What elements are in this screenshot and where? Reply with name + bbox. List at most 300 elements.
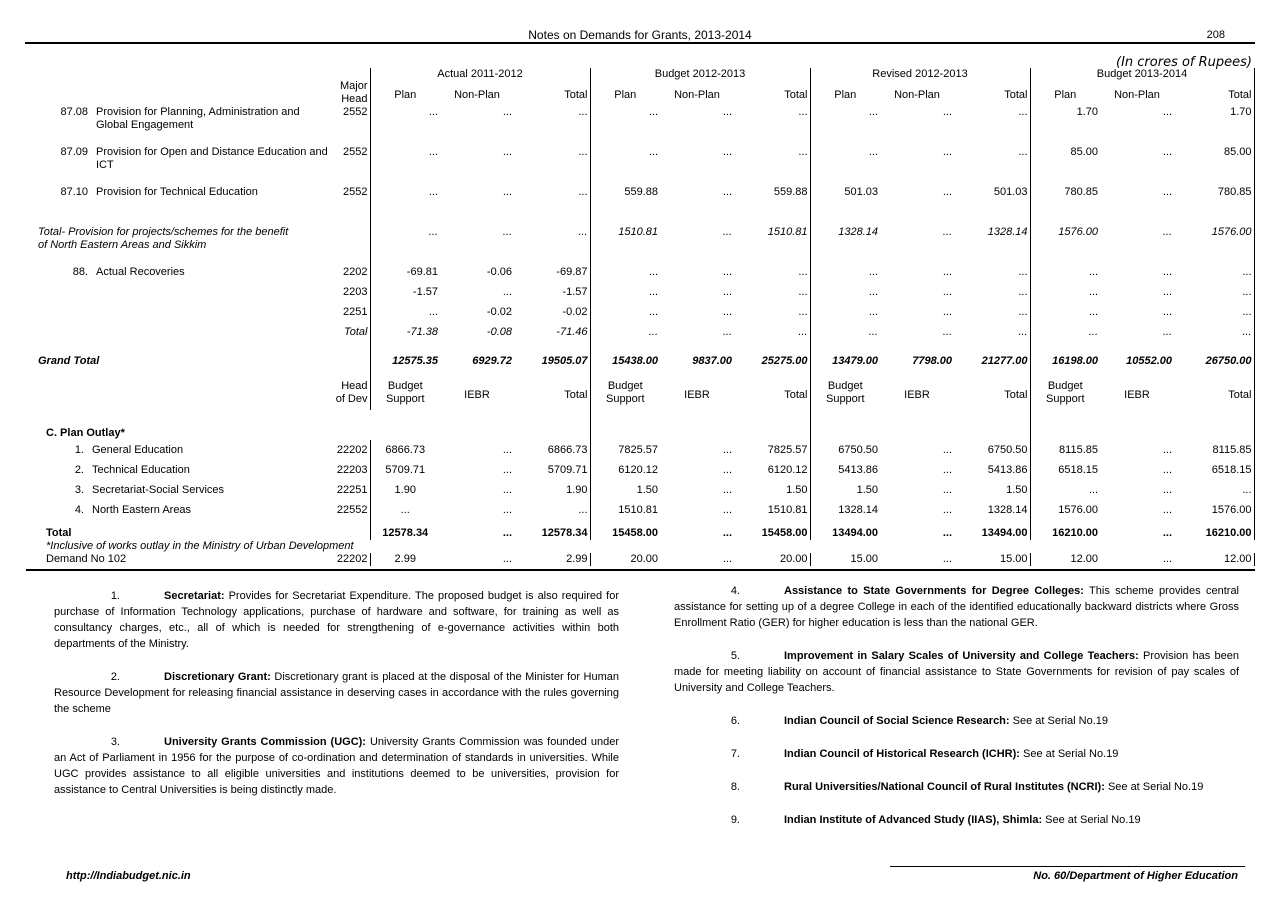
value-cell: 7825.57 <box>734 440 810 460</box>
row-number: 87.10 <box>60 186 88 198</box>
value-cell: ... <box>868 326 878 338</box>
footer-department: No. 60/Department of Higher Education <box>1033 870 1238 882</box>
blank-cell <box>90 380 330 410</box>
value-cell: ... <box>722 503 732 516</box>
section-row <box>36 410 1254 440</box>
table-row <box>36 286 1254 306</box>
note-paragraph <box>674 713 1239 729</box>
value-cell: ... <box>428 186 438 198</box>
row-label: General Education <box>92 443 184 456</box>
value-cell: ... <box>648 266 658 278</box>
value-cell: 10552.00 <box>1126 355 1172 367</box>
note-title: Indian Council of Social Science Research: <box>784 715 1010 727</box>
grand-total-row <box>36 346 1254 368</box>
head-of-dev-cell: 22202 <box>330 553 370 566</box>
period-header: Revised 2012-2013 <box>810 68 1030 89</box>
header-row-sub <box>36 89 1254 106</box>
value-cell: 2.99 <box>514 553 590 566</box>
column-header: Budget Support <box>1045 380 1085 405</box>
value-cell: ... <box>514 186 590 226</box>
row-label <box>90 306 330 326</box>
row-label <box>90 286 330 306</box>
value-cell: 85.00 <box>1070 146 1098 158</box>
column-header: Budget Support <box>605 380 645 405</box>
value-cell: ... <box>1162 146 1172 158</box>
blank-cell <box>36 68 90 89</box>
spacer-row <box>36 368 1254 380</box>
value-cell: 6120.12 <box>734 460 810 480</box>
note-text: See at Serial No.19 <box>1012 715 1109 727</box>
blank-cell <box>36 380 90 410</box>
blank-cell <box>810 368 880 380</box>
value-cell: 780.85 <box>1174 186 1254 226</box>
column-header: Non-Plan <box>454 88 500 101</box>
value-cell: 1328.14 <box>838 503 878 516</box>
value-cell: ... <box>502 553 512 565</box>
major-head-cell: 2552 <box>330 186 370 226</box>
value-cell: ... <box>942 106 952 118</box>
value-cell: 8115.85 <box>1059 443 1098 456</box>
value-cell: ... <box>1162 463 1172 476</box>
value-cell: 16198.00 <box>1052 355 1098 367</box>
value-cell: ... <box>734 306 810 326</box>
note-paragraph <box>674 583 1239 631</box>
major-head-cell: 2552 <box>330 106 370 146</box>
blank-cell <box>1030 410 1100 440</box>
value-cell: ... <box>722 186 732 198</box>
value-cell: ... <box>502 106 512 118</box>
value-cell: ... <box>502 443 512 456</box>
value-cell: ... <box>722 483 732 496</box>
value-cell: ... <box>942 463 952 476</box>
column-header: IEBR <box>464 388 490 401</box>
column-header: Total <box>514 380 590 410</box>
value-cell: 1.50 <box>856 483 878 496</box>
value-cell: ... <box>502 186 512 198</box>
value-cell: ... <box>648 286 658 298</box>
value-cell: 2.99 <box>394 553 416 565</box>
value-cell: ... <box>1174 266 1254 286</box>
value-cell: 1510.81 <box>734 500 810 520</box>
note-paragraph <box>674 779 1239 795</box>
demand-row <box>36 553 1254 566</box>
row-number <box>36 326 90 346</box>
value-cell: ... <box>1162 226 1172 238</box>
value-cell: ... <box>1088 266 1098 278</box>
period-header: Budget 2012-2013 <box>590 68 810 89</box>
value-cell: 6750.50 <box>838 443 878 456</box>
value-cell: ... <box>502 527 512 539</box>
blank-cell <box>734 410 810 440</box>
value-cell: ... <box>942 443 952 456</box>
table-bottom-rule <box>26 569 1255 571</box>
value-cell: 6866.73 <box>514 440 590 460</box>
column-header: Total <box>734 380 810 410</box>
column-header: Total <box>514 89 590 106</box>
value-cell: 1510.81 <box>734 226 810 266</box>
head-of-dev-cell: 22203 <box>330 460 370 480</box>
blank-cell <box>440 410 514 440</box>
row-number: 1. <box>74 443 84 456</box>
value-cell: 6518.15 <box>1058 463 1098 476</box>
value-cell: ... <box>954 266 1030 286</box>
note-text: Provides for Secretariat Expenditure. The proposed budget is also required for purchase of Information Technology applications, purchase of hardware and software, for training as well as consultancy charges, etc., all of which is needed for strengthening of e-governance activities within both departments of the Ministry. <box>54 590 619 650</box>
value-cell: 1.70 <box>1174 106 1254 146</box>
value-cell: ... <box>942 146 952 158</box>
value-cell: 9837.00 <box>692 355 732 367</box>
blank-cell <box>660 368 734 380</box>
value-cell: ... <box>1162 527 1172 539</box>
blank-cell <box>440 368 514 380</box>
note-title: Improvement in Salary Scales of University and College Teachers: <box>784 650 1139 662</box>
value-cell: ... <box>1162 503 1172 516</box>
blank-cell <box>660 410 734 440</box>
value-cell: ... <box>514 500 590 520</box>
major-head-cell: 2203 <box>330 286 370 306</box>
value-cell: 12578.34 <box>514 520 590 540</box>
value-cell: 15458.00 <box>612 527 658 539</box>
value-cell: ... <box>502 286 512 298</box>
value-cell: ... <box>954 286 1030 306</box>
blank-cell <box>370 368 440 380</box>
row-number: 2. <box>74 463 84 476</box>
table-row <box>36 460 1254 480</box>
column-header: Plan <box>394 88 417 101</box>
head-of-dev-cell: 22202 <box>330 440 370 460</box>
blank-cell <box>880 410 954 440</box>
footnote: *Inclusive of works outlay in the Ministry of Urban Development <box>46 540 354 552</box>
value-cell: ... <box>868 106 878 118</box>
note-text: See at Serial No.19 <box>1045 814 1141 826</box>
column-header: Plan <box>834 88 857 101</box>
value-cell: 7798.00 <box>912 355 952 367</box>
value-cell: 15.00 <box>954 553 1030 566</box>
value-cell: ... <box>722 443 732 456</box>
value-cell: ... <box>1162 286 1172 298</box>
note-text: This scheme provides central assistance for setting up of a degree College in each of the identified educationally backward districts where Gross Enrollment Ratio (GER) for higher education is less than the national GER. <box>674 585 1240 629</box>
footer-url[interactable]: http://Indiabudget.nic.in <box>66 870 191 882</box>
value-cell: 1.50 <box>636 483 658 496</box>
note-paragraph <box>674 812 1239 828</box>
note-text: See at Serial No.19 <box>1022 748 1119 760</box>
value-cell: ... <box>734 266 810 286</box>
value-cell: -71.38 <box>406 326 438 338</box>
header-row-plan <box>36 380 1254 410</box>
value-cell: 1576.00 <box>1174 226 1254 266</box>
note-title: Rural Universities/National Council of Rural Institutes (NCRI): <box>784 781 1105 793</box>
value-cell: ... <box>1162 186 1172 198</box>
major-head-cell <box>330 226 370 266</box>
table-row <box>36 226 1254 266</box>
value-cell: ... <box>502 483 512 496</box>
column-header: Total <box>954 89 1030 106</box>
value-cell: ... <box>502 463 512 476</box>
column-header: Non-Plan <box>1114 88 1160 101</box>
note-number: 6. <box>730 715 740 727</box>
note-title: Secretariat: <box>164 590 225 602</box>
row-label: Provision for Planning, Administration and Global Engagement <box>96 106 300 131</box>
note-text: See at Serial No.19 <box>1107 781 1204 793</box>
table-row <box>36 146 1254 186</box>
note-number: 1. <box>110 590 120 602</box>
value-cell: -0.02 <box>486 306 512 318</box>
value-cell: ... <box>942 266 952 278</box>
value-cell: ... <box>1162 553 1172 565</box>
value-cell: 6866.73 <box>385 443 426 456</box>
value-cell: 1.50 <box>954 480 1030 500</box>
value-cell: ... <box>1162 483 1172 496</box>
column-header: Non-Plan <box>674 88 720 101</box>
value-cell: ... <box>502 226 512 238</box>
value-cell: ... <box>868 266 878 278</box>
note-paragraph <box>674 648 1239 696</box>
value-cell: ... <box>400 503 410 516</box>
value-cell: ... <box>734 286 810 306</box>
value-cell: 501.03 <box>844 186 878 198</box>
value-cell: ... <box>502 146 512 158</box>
value-cell: ... <box>722 326 732 338</box>
value-cell: ... <box>514 146 590 186</box>
value-cell: 1328.14 <box>954 500 1030 520</box>
value-cell: 1576.00 <box>1058 226 1098 238</box>
value-cell: ... <box>514 106 590 146</box>
value-cell: ... <box>1162 443 1172 456</box>
value-cell: 6929.72 <box>472 355 512 367</box>
value-cell: ... <box>722 146 732 158</box>
value-cell: 20.00 <box>630 553 658 565</box>
row-number: 88. <box>72 266 88 278</box>
page-number: 208 <box>1206 29 1225 41</box>
blank-cell <box>36 89 90 106</box>
blank-cell <box>514 368 590 380</box>
value-cell: ... <box>428 306 438 318</box>
value-cell: ... <box>942 286 952 298</box>
note-number: 8. <box>730 781 740 793</box>
column-header: Total <box>1174 380 1254 410</box>
value-cell: 1.70 <box>1076 106 1098 118</box>
value-cell: ... <box>428 106 438 118</box>
value-cell: 5709.71 <box>514 460 590 480</box>
value-cell: -69.87 <box>514 266 590 286</box>
value-cell: ... <box>648 106 658 118</box>
value-cell: ... <box>868 146 878 158</box>
period-header: Actual 2011-2012 <box>370 68 590 89</box>
table-row <box>36 500 1254 520</box>
value-cell: 5709.71 <box>385 463 426 476</box>
value-cell: 16210.00 <box>1052 527 1098 539</box>
value-cell: 1.90 <box>514 480 590 500</box>
row-number: 87.09 <box>60 146 88 158</box>
note-number: 4. <box>730 585 740 597</box>
row-label: Technical Education <box>92 463 190 476</box>
table-row <box>36 306 1254 326</box>
table-row <box>36 266 1254 286</box>
budget-table <box>36 68 1255 566</box>
value-cell: ... <box>722 527 732 539</box>
value-cell: -0.08 <box>486 326 512 338</box>
value-cell: 6120.12 <box>618 463 658 476</box>
blank-cell <box>36 368 90 380</box>
value-cell: ... <box>1088 326 1098 338</box>
note-title: Indian Council of Historical Research (ICHR): <box>784 748 1020 760</box>
value-cell: 1576.00 <box>1174 500 1254 520</box>
row-number: 3. <box>74 483 84 496</box>
value-cell: ... <box>868 286 878 298</box>
value-cell: ... <box>734 106 810 146</box>
row-label: North Eastern Areas <box>92 503 192 516</box>
header-row-groups <box>36 68 1254 89</box>
row-label <box>90 326 330 346</box>
value-cell: 12578.34 <box>382 527 429 539</box>
major-head-header: Major Head <box>330 68 370 106</box>
value-cell: ... <box>1162 306 1172 318</box>
row-label: Secretariat-Social Services <box>92 483 225 496</box>
value-cell: 1.50 <box>734 480 810 500</box>
column-header: Plan <box>614 88 637 101</box>
blank-cell <box>1100 368 1174 380</box>
value-cell: ... <box>722 306 732 318</box>
value-cell: ... <box>722 106 732 118</box>
row-number: 4. <box>74 503 84 516</box>
value-cell: 25275.00 <box>734 346 810 368</box>
value-cell: 20.00 <box>734 553 810 566</box>
table-row <box>36 326 1254 346</box>
value-cell: ... <box>954 326 1030 346</box>
value-cell: 1576.00 <box>1058 503 1098 516</box>
value-cell: ... <box>942 326 952 338</box>
blank-cell <box>90 368 330 380</box>
value-cell: ... <box>868 306 878 318</box>
footnote-row <box>36 540 1254 553</box>
demand-label: Demand No 102 <box>46 553 127 565</box>
plan-total-row <box>36 520 1254 540</box>
value-cell: 1328.14 <box>838 226 878 238</box>
value-cell: ... <box>942 527 952 539</box>
note-text: Discretionary grant is placed at the disposal of the Minister for Human Resource Development for releasing financial assistance in deserving cases in accordance with the rules governing the scheme <box>54 671 619 715</box>
column-header: IEBR <box>1124 388 1150 401</box>
value-cell: 13494.00 <box>954 520 1030 540</box>
value-cell: ... <box>1174 480 1254 500</box>
note-paragraph <box>54 588 619 652</box>
table-row <box>36 106 1254 146</box>
value-cell: 501.03 <box>954 186 1030 226</box>
major-head-cell: Total <box>330 326 370 346</box>
value-cell: 6518.15 <box>1174 460 1254 480</box>
value-cell: 5413.86 <box>838 463 878 476</box>
value-cell: ... <box>1088 306 1098 318</box>
value-cell: 1510.81 <box>618 503 658 516</box>
value-cell: 1.90 <box>394 483 416 496</box>
column-header: Plan <box>1054 88 1077 101</box>
value-cell: ... <box>942 483 952 496</box>
value-cell: 12.00 <box>1070 553 1098 565</box>
value-cell: 8115.85 <box>1174 440 1254 460</box>
table-row <box>36 480 1254 500</box>
blank-cell <box>1030 368 1100 380</box>
row-label: Total- Provision for projects/schemes for the benefit of North Eastern Areas and Sikkim <box>38 226 289 251</box>
value-cell: ... <box>1162 106 1172 118</box>
blank-cell <box>954 410 1030 440</box>
blank-cell <box>810 410 880 440</box>
blank-cell <box>1174 368 1254 380</box>
value-cell: ... <box>648 326 658 338</box>
major-head-cell: 2251 <box>330 306 370 326</box>
head-of-dev-cell: 22251 <box>330 480 370 500</box>
value-cell: -1.57 <box>412 286 438 298</box>
row-number <box>36 286 90 306</box>
value-cell: ... <box>1174 306 1254 326</box>
value-cell: 19505.07 <box>514 346 590 368</box>
row-label: Actual Recoveries <box>96 266 185 278</box>
section-label: C. Plan Outlay* <box>46 427 125 439</box>
note-number: 7. <box>730 748 740 760</box>
value-cell: 13479.00 <box>832 355 878 367</box>
head-of-dev-header: Head of Dev <box>330 380 370 410</box>
note-number: 2. <box>110 671 120 683</box>
note-text: University Grants Commission was founded under an Act of Parliament in 1956 for the purpose of co-ordination and determination of standards in universities. While UGC provides assistance to all eligible universities and institutions deemed to be universities, provision for assistance to Central Universities is being distinctly made. <box>54 736 619 796</box>
value-cell: 85.00 <box>1174 146 1254 186</box>
blank-cell <box>590 410 660 440</box>
note-title: Indian Institute of Advanced Study (IIAS), Shimla: <box>784 814 1043 826</box>
value-cell: 12575.35 <box>392 355 438 367</box>
note-title: Assistance to State Governments for Degree Colleges: <box>784 585 1084 597</box>
column-header: Budget Support <box>385 380 425 405</box>
value-cell: -1.57 <box>514 286 590 306</box>
value-cell: 15458.00 <box>734 520 810 540</box>
blank-cell <box>590 368 660 380</box>
value-cell: ... <box>722 286 732 298</box>
major-head-cell: 2202 <box>330 266 370 286</box>
column-header: Total <box>954 380 1030 410</box>
value-cell: ... <box>502 503 512 516</box>
value-cell: ... <box>954 306 1030 326</box>
value-cell: ... <box>722 266 732 278</box>
value-cell: ... <box>648 146 658 158</box>
value-cell: ... <box>428 146 438 158</box>
value-cell: ... <box>942 503 952 516</box>
column-header: Budget Support <box>825 380 865 405</box>
blank-cell <box>370 410 440 440</box>
value-cell: ... <box>734 326 810 346</box>
value-cell: 12.00 <box>1174 553 1254 566</box>
document-title: Notes on Demands for Grants, 2013-2014 <box>528 28 752 42</box>
note-number: 9. <box>730 814 740 826</box>
value-cell: ... <box>1174 326 1254 346</box>
period-header: Budget 2013-2014 <box>1030 68 1254 89</box>
value-cell: ... <box>514 226 590 266</box>
value-cell: 13494.00 <box>832 527 878 539</box>
column-header: IEBR <box>684 388 710 401</box>
blank-cell <box>880 368 954 380</box>
value-cell: ... <box>1162 326 1172 338</box>
blank-cell <box>734 368 810 380</box>
value-cell: -0.06 <box>486 266 512 278</box>
notes-right-column <box>674 583 1239 845</box>
row-label: Provision for Open and Distance Education and ICT <box>96 146 328 171</box>
total-label: Total <box>36 520 370 540</box>
value-cell: -71.46 <box>514 326 590 346</box>
blank-cell <box>1100 410 1174 440</box>
value-cell: ... <box>942 186 952 198</box>
value-cell: 26750.00 <box>1174 346 1254 368</box>
blank-cell <box>514 410 590 440</box>
value-cell: ... <box>942 306 952 318</box>
value-cell: ... <box>942 226 952 238</box>
row-number <box>36 306 90 326</box>
value-cell: ... <box>722 553 732 565</box>
value-cell: 15438.00 <box>612 355 658 367</box>
major-head-cell: 2552 <box>330 146 370 186</box>
